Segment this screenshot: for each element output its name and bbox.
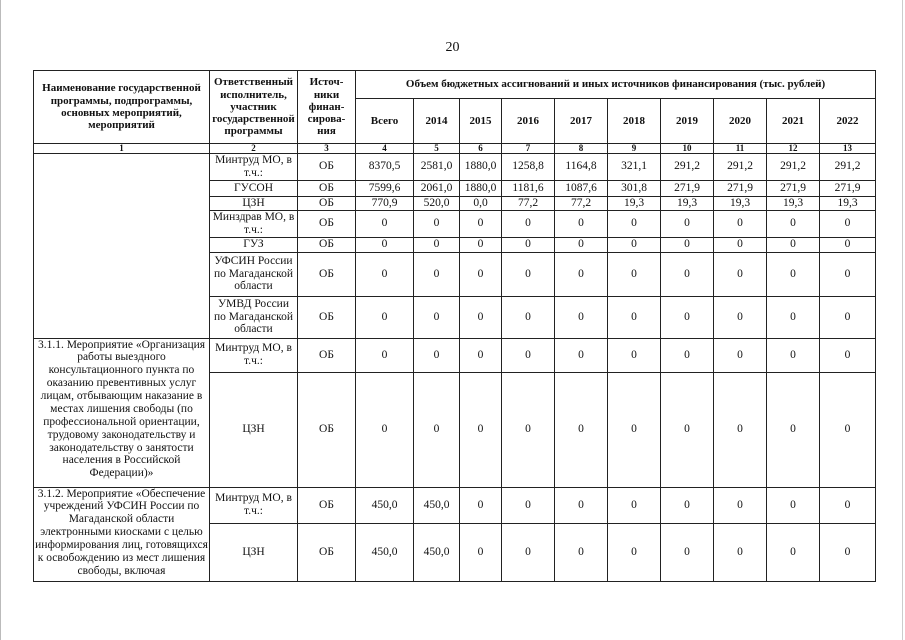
table-body [34, 154, 876, 582]
source-cell: ОБ [298, 487, 356, 523]
column-index-10: 10 [661, 144, 714, 154]
value-cell-Всего: 7599,6 [356, 180, 414, 196]
value-cell-2018: 301,8 [608, 180, 661, 196]
value-cell-2019: 0 [661, 252, 714, 296]
value-cell-2015: 0 [460, 210, 502, 237]
activity-name [34, 154, 210, 339]
column-index-3: 3 [298, 144, 356, 154]
value-cell-2022: 0 [820, 523, 876, 581]
value-cell-2021: 271,9 [767, 180, 820, 196]
value-cell-2015: 1880,0 [460, 154, 502, 181]
value-cell-2020: 0 [714, 210, 767, 237]
header-year-3: 2016 [502, 99, 555, 144]
source-cell: ОБ [298, 338, 356, 372]
value-cell-2015: 0,0 [460, 196, 502, 210]
value-cell-2021: 0 [767, 237, 820, 252]
column-index-4: 4 [356, 144, 414, 154]
value-cell-2017: 0 [555, 487, 608, 523]
value-cell-2018: 0 [608, 372, 661, 487]
column-index-12: 12 [767, 144, 820, 154]
column-index-8: 8 [555, 144, 608, 154]
value-cell-2014: 2061,0 [414, 180, 460, 196]
value-cell-2014: 0 [414, 296, 460, 338]
value-cell-2018: 321,1 [608, 154, 661, 181]
page-number: 20 [445, 40, 460, 55]
value-cell-2020: 0 [714, 523, 767, 581]
value-cell-Всего: 0 [356, 296, 414, 338]
value-cell-2022: 291,2 [820, 154, 876, 181]
value-cell-2020: 0 [714, 296, 767, 338]
header-year-4: 2017 [555, 99, 608, 144]
activity-name: 3.1.2. Мероприятие «Обеспечение учреждений УФСИН России по Магаданской области электронными киосками с целью информирования лиц, готовящихся к освобождению из мест лишения свободы, включая [34, 487, 210, 581]
value-cell-2016: 0 [502, 338, 555, 372]
value-cell-2017: 0 [555, 252, 608, 296]
value-cell-2018: 0 [608, 210, 661, 237]
value-cell-2016: 0 [502, 210, 555, 237]
value-cell-2016: 0 [502, 523, 555, 581]
value-cell-2016: 0 [502, 296, 555, 338]
value-cell-2021: 19,3 [767, 196, 820, 210]
executor-cell: Минздрав МО, в т.ч.: [210, 210, 298, 237]
header-year-2: 2015 [460, 99, 502, 144]
value-cell-2019: 0 [661, 523, 714, 581]
executor-cell: Минтруд МО, в т.ч.: [210, 338, 298, 372]
value-cell-2021: 0 [767, 296, 820, 338]
value-cell-Всего: 770,9 [356, 196, 414, 210]
value-cell-2015: 0 [460, 237, 502, 252]
source-cell: ОБ [298, 210, 356, 237]
value-cell-2022: 0 [820, 338, 876, 372]
value-cell-2015: 1880,0 [460, 180, 502, 196]
value-cell-2018: 19,3 [608, 196, 661, 210]
value-cell-2022: 19,3 [820, 196, 876, 210]
value-cell-Всего: 450,0 [356, 523, 414, 581]
value-cell-2019: 271,9 [661, 180, 714, 196]
value-cell-2017: 0 [555, 210, 608, 237]
value-cell-2018: 0 [608, 487, 661, 523]
value-cell-2016: 77,2 [502, 196, 555, 210]
value-cell-2022: 271,9 [820, 180, 876, 196]
executor-cell: ГУЗ [210, 237, 298, 252]
value-cell-2022: 0 [820, 210, 876, 237]
source-cell: ОБ [298, 296, 356, 338]
header-year-1: 2014 [414, 99, 460, 144]
value-cell-2020: 0 [714, 372, 767, 487]
value-cell-2019: 291,2 [661, 154, 714, 181]
value-cell-2016: 1258,8 [502, 154, 555, 181]
value-cell-2021: 0 [767, 338, 820, 372]
value-cell-2020: 0 [714, 252, 767, 296]
value-cell-2014: 450,0 [414, 523, 460, 581]
value-cell-2019: 0 [661, 210, 714, 237]
value-cell-2017: 0 [555, 237, 608, 252]
executor-cell: ЦЗН [210, 523, 298, 581]
value-cell-Всего: 0 [356, 252, 414, 296]
value-cell-2021: 0 [767, 523, 820, 581]
value-cell-2015: 0 [460, 338, 502, 372]
activity-name: 3.1.1. Мероприятие «Организация работы выездного консультационного пункта по оказанию превентивных услуг лицам, отбывающим наказание в местах лишения свободы (по профессиональной ориентации, трудовому законодательству и законодательству о занятости населения в Российской Федерации)» [34, 338, 210, 487]
value-cell-2018: 0 [608, 252, 661, 296]
value-cell-2014: 2581,0 [414, 154, 460, 181]
value-cell-2019: 19,3 [661, 196, 714, 210]
page-right-edge [902, 0, 903, 640]
value-cell-2019: 0 [661, 487, 714, 523]
value-cell-2014: 0 [414, 237, 460, 252]
value-cell-2019: 0 [661, 237, 714, 252]
value-cell-Всего: 0 [356, 237, 414, 252]
value-cell-2015: 0 [460, 296, 502, 338]
value-cell-2015: 0 [460, 523, 502, 581]
value-cell-2014: 450,0 [414, 487, 460, 523]
column-index-13: 13 [820, 144, 876, 154]
value-cell-2014: 0 [414, 338, 460, 372]
header-name: Наименование государственной программы, подпрограммы, основных мероприятий, мероприятий [34, 71, 210, 144]
value-cell-2015: 0 [460, 487, 502, 523]
value-cell-Всего: 450,0 [356, 487, 414, 523]
value-cell-2017: 0 [555, 372, 608, 487]
value-cell-2017: 1087,6 [555, 180, 608, 196]
value-cell-2021: 0 [767, 210, 820, 237]
header-source: Источ-ники финан-сирова-ния [298, 71, 356, 144]
column-index-11: 11 [714, 144, 767, 154]
value-cell-2015: 0 [460, 372, 502, 487]
executor-cell: ЦЗН [210, 372, 298, 487]
value-cell-2017: 0 [555, 296, 608, 338]
budget-table [33, 70, 876, 582]
value-cell-2016: 0 [502, 237, 555, 252]
value-cell-2017: 77,2 [555, 196, 608, 210]
header-volume: Объем бюджетных ассигнований и иных источников финансирования (тыс. рублей) [356, 71, 876, 99]
value-cell-2021: 0 [767, 252, 820, 296]
source-cell: ОБ [298, 180, 356, 196]
value-cell-2022: 0 [820, 252, 876, 296]
value-cell-2022: 0 [820, 296, 876, 338]
column-index-9: 9 [608, 144, 661, 154]
value-cell-2021: 291,2 [767, 154, 820, 181]
executor-cell: ГУСОН [210, 180, 298, 196]
executor-cell: УМВД России по Магаданской области [210, 296, 298, 338]
value-cell-2021: 0 [767, 487, 820, 523]
value-cell-2017: 1164,8 [555, 154, 608, 181]
value-cell-2020: 0 [714, 338, 767, 372]
header-year-0: Всего [356, 99, 414, 144]
value-cell-Всего: 0 [356, 372, 414, 487]
value-cell-Всего: 0 [356, 338, 414, 372]
value-cell-2014: 0 [414, 210, 460, 237]
column-index-7: 7 [502, 144, 555, 154]
source-cell: ОБ [298, 523, 356, 581]
header-year-7: 2020 [714, 99, 767, 144]
value-cell-Всего: 0 [356, 210, 414, 237]
source-cell: ОБ [298, 372, 356, 487]
value-cell-Всего: 8370,5 [356, 154, 414, 181]
header-year-8: 2021 [767, 99, 820, 144]
value-cell-2020: 0 [714, 487, 767, 523]
value-cell-2019: 0 [661, 338, 714, 372]
source-cell: ОБ [298, 196, 356, 210]
column-index-1: 1 [34, 144, 210, 154]
value-cell-2017: 0 [555, 523, 608, 581]
value-cell-2021: 0 [767, 372, 820, 487]
executor-cell: УФСИН России по Магаданской области [210, 252, 298, 296]
value-cell-2020: 291,2 [714, 154, 767, 181]
value-cell-2020: 271,9 [714, 180, 767, 196]
column-index-2: 2 [210, 144, 298, 154]
value-cell-2016: 0 [502, 372, 555, 487]
value-cell-2014: 0 [414, 252, 460, 296]
value-cell-2017: 0 [555, 338, 608, 372]
value-cell-2019: 0 [661, 296, 714, 338]
executor-cell: Минтруд МО, в т.ч.: [210, 154, 298, 181]
value-cell-2019: 0 [661, 372, 714, 487]
value-cell-2014: 520,0 [414, 196, 460, 210]
value-cell-2016: 0 [502, 487, 555, 523]
header-year-6: 2019 [661, 99, 714, 144]
table-row [34, 154, 876, 181]
executor-cell: Минтруд МО, в т.ч.: [210, 487, 298, 523]
source-cell: ОБ [298, 154, 356, 181]
table-row [34, 487, 876, 523]
header-year-5: 2018 [608, 99, 661, 144]
value-cell-2016: 1181,6 [502, 180, 555, 196]
table-row [34, 338, 876, 372]
column-index-6: 6 [460, 144, 502, 154]
page-left-edge [0, 0, 1, 640]
source-cell: ОБ [298, 252, 356, 296]
value-cell-2022: 0 [820, 487, 876, 523]
value-cell-2018: 0 [608, 338, 661, 372]
header-executor: Ответственный исполнитель, участник государственной программы [210, 71, 298, 144]
value-cell-2018: 0 [608, 523, 661, 581]
value-cell-2022: 0 [820, 237, 876, 252]
value-cell-2016: 0 [502, 252, 555, 296]
value-cell-2014: 0 [414, 372, 460, 487]
header-index-row [34, 144, 876, 154]
header-year-9: 2022 [820, 99, 876, 144]
executor-cell: ЦЗН [210, 196, 298, 210]
value-cell-2020: 0 [714, 237, 767, 252]
value-cell-2018: 0 [608, 296, 661, 338]
value-cell-2018: 0 [608, 237, 661, 252]
value-cell-2015: 0 [460, 252, 502, 296]
value-cell-2020: 19,3 [714, 196, 767, 210]
source-cell: ОБ [298, 237, 356, 252]
column-index-5: 5 [414, 144, 460, 154]
value-cell-2022: 0 [820, 372, 876, 487]
